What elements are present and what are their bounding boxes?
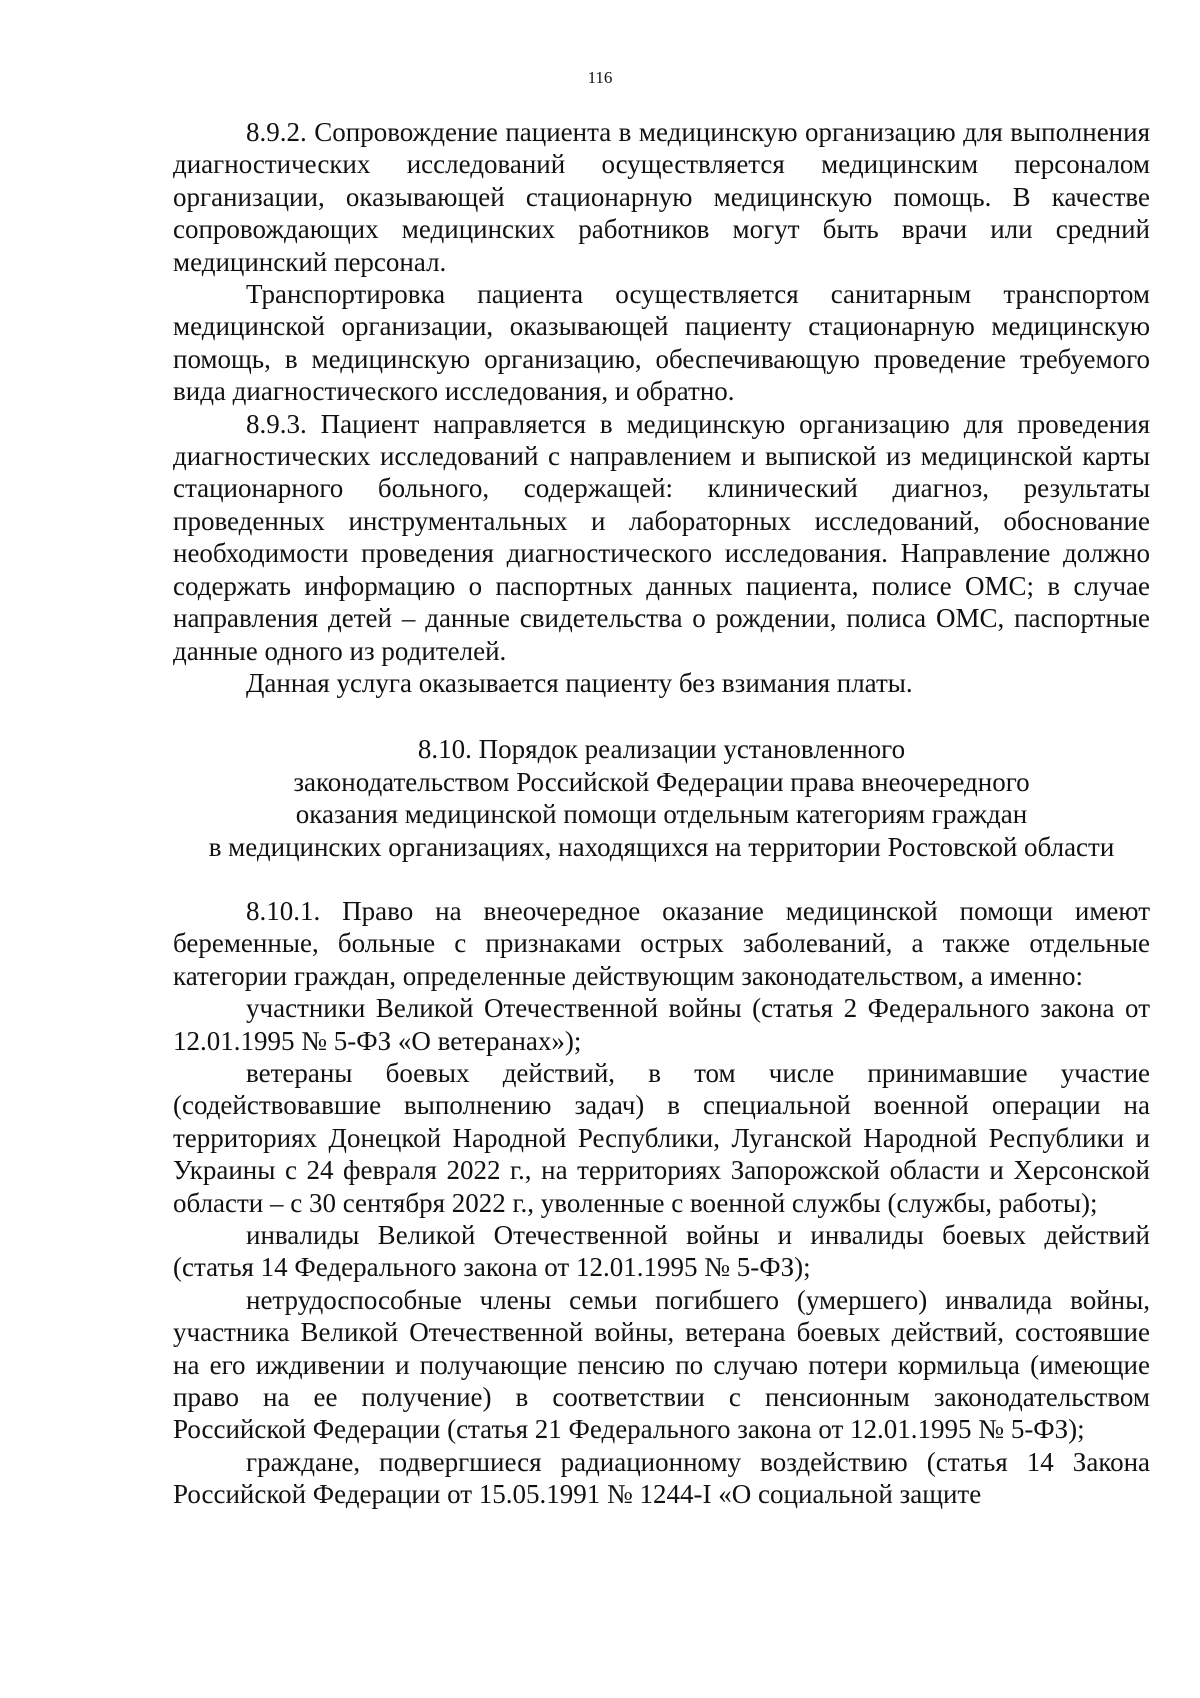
paragraph-8-9-3: 8.9.3. Пациент направляется в медицинскую организацию для проведения диагностических исследований с направлением и выпиской из медицинской карты стационарного больного, содержащей: клинический диагноз, результаты проведенных инструментальных и лабораторных исследований, обоснование необходимости проведения диагностического исследования. Направление должно содержать информацию о паспортных данных пациента, полисе ОМС; в случае направления детей – данные свидетельства о рождении, полиса ОМС, паспортные данные одного из родителей.	[173, 408, 1150, 666]
page-number: 116	[587, 68, 613, 87]
section-heading-line: законодательством Российской Федерации права внеочередного	[293, 766, 1030, 797]
section-heading-line: оказания медицинской помощи отдельным категориям граждан	[295, 799, 1028, 830]
section-heading-8-10	[173, 733, 1150, 863]
paragraph-transportation: Транспортировка пациента осуществляется санитарным транспортом медицинской организации, оказывающей пациенту стационарную медицинскую помощь, в медицинскую организацию, обеспечивающую проведение требуемого вида диагностического исследования, и обратно.	[173, 279, 1150, 407]
list-item-radiation-exposed: граждане, подвергшиеся радиационному воздействию (статья 14 Закона Российской Федерации от 15.05.1991 № 1244-I «О социальной защите	[173, 1446, 1150, 1510]
paragraph-8-10-1: 8.10.1. Право на внеочередное оказание медицинской помощи имеют беременные, больные с признаками острых заболеваний, а также отдельные категории граждан, определенные действующим законодательством, а именно:	[173, 895, 1150, 991]
paragraph-8-9-2: 8.9.2. Сопровождение пациента в медицинскую организацию для выполнения диагностических исследований осуществляется медицинским персоналом организации, оказывающей стационарную медицинскую помощь. В качестве сопровождающих медицинских работников могут быть врачи или средний медицинский персонал.	[173, 117, 1150, 277]
document-body	[173, 116, 1150, 1511]
section-heading-line: в медицинских организациях, находящихся на территории Ростовской области	[208, 831, 1115, 862]
list-item-wwii-participants: участники Великой Отечественной войны (статья 2 Федерального закона от 12.01.1995 № 5-ФЗ «О ветеранах»);	[173, 993, 1150, 1056]
section-heading-line: 8.10. Порядок реализации установленного	[417, 734, 906, 765]
list-item-combat-veterans: ветераны боевых действий, в том числе принимавшие участие (содействовавшие выполнению задач) в специальной военной операции на территориях Донецкой Народной Республики, Луганской Народной Республики и Украины с 24 февраля 2022 г., на территориях Запорожской области и Херсонской области – с 30 сентября 2022 г., уволенные с военной службы (службы, работы);	[173, 1057, 1150, 1218]
list-item-disabled-veterans: инвалиды Великой Отечественной войны и инвалиды боевых действий (статья 14 Федерального закона от 12.01.1995 № 5-ФЗ);	[173, 1220, 1150, 1283]
paragraph-free-service: Данная услуга оказывается пациенту без взимания платы.	[246, 667, 913, 698]
list-item-family-members: нетрудоспособные члены семьи погибшего (умершего) инвалида войны, участника Великой Отечественной войны, ветерана боевых действий, состоявшие на его иждивении и получающие пенсию по случаю потери кормильца (имеющие право на ее получение) в соответствии с пенсионным законодательством Российской Федерации (статья 21 Федерального закона от 12.01.1995 № 5-ФЗ);	[173, 1284, 1150, 1445]
